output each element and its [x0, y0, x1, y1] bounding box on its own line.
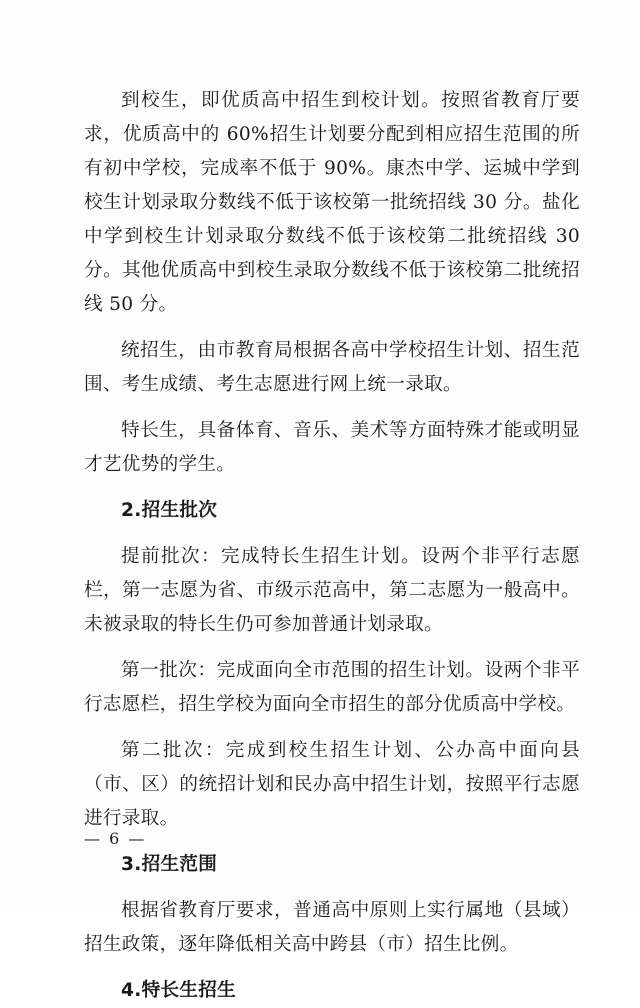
page-number: — 6 —	[84, 829, 147, 848]
heading-admission-scope: 3.招生范围	[121, 854, 218, 875]
paragraph-school-quota: 到校生，即优质高中招生到校计划。按照省教育厅要求，优质高中的 60%招生计划要分配到相应招生范围的所有初中学校，完成率不低于 90%。康杰中学、运城中学到校生计划录取分数线不低于该校第一批统招线 30 分。盐化中学到校生计划录取分数线不低于该校第二批统招线 30 分。其他优质高中到校生录取分数线不低于该校第二批统招线 50 分。	[84, 90, 580, 315]
paragraph-special-talent: 特长生，具备体育、音乐、美术等方面特殊才能或明显才艺优势的学生。	[84, 420, 580, 475]
paragraph-unified-admission: 统招生，由市教育局根据各高中学校招生计划、招生范围、考生成绩、考生志愿进行网上统一录取。	[84, 340, 580, 395]
document-body	[84, 84, 580, 1008]
paragraph-first-batch: 第一批次：完成面向全市范围的招生计划。设两个非平行志愿栏，招生学校为面向全市招生的部分优质高中学校。	[84, 660, 580, 715]
paragraph-second-batch: 第二批次：完成到校生招生计划、公办高中面向县（市、区）的统招计划和民办高中招生计划，按照平行志愿进行录取。	[84, 740, 580, 829]
paragraph-early-batch: 提前批次：完成特长生招生计划。设两个非平行志愿栏，第一志愿为省、市级示范高中，第二志愿为一般高中。未被录取的特长生仍可参加普通计划录取。	[84, 546, 580, 635]
heading-special-talent-admission: 4.特长生招生	[121, 980, 237, 1001]
heading-admission-batches: 2.招生批次	[121, 500, 218, 521]
paragraph-admission-scope: 根据省教育厅要求，普通高中原则上实行属地（县域）招生政策，逐年降低相关高中跨县（市）招生比例。	[84, 900, 580, 955]
